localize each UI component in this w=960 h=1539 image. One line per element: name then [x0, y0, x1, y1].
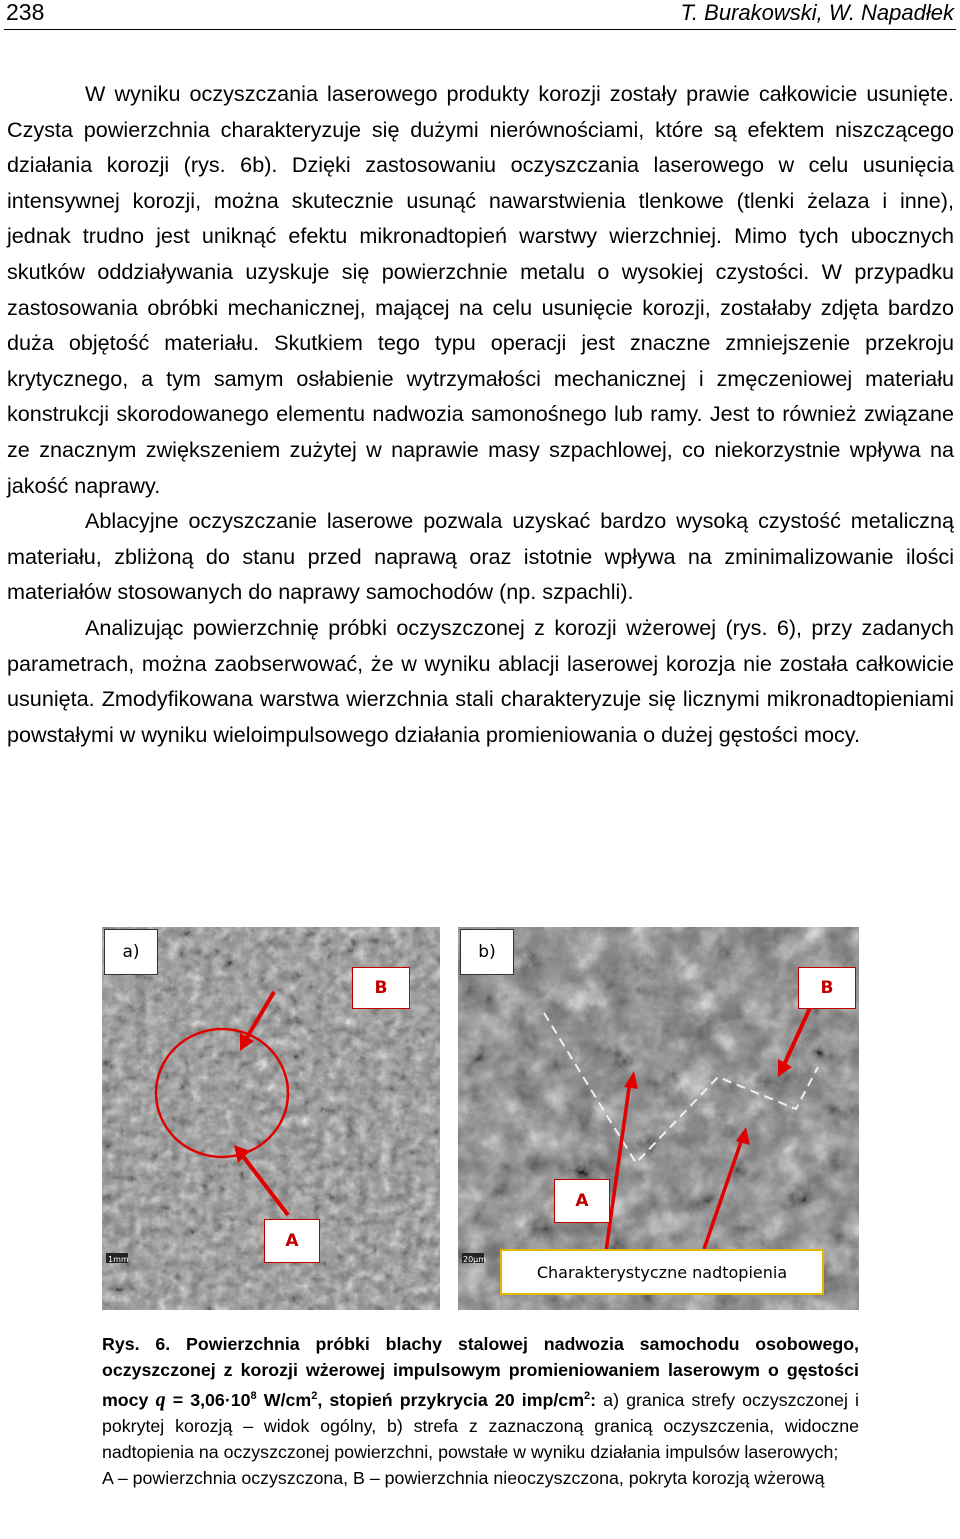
caption-coverage: , stopień przykrycia 20 imp/cm — [317, 1389, 585, 1410]
caption-colon: : — [590, 1389, 597, 1410]
marker-a-label-b: A — [554, 1179, 610, 1223]
caption-q-symbol: q — [155, 1388, 166, 1411]
figure-caption — [102, 1331, 859, 1491]
page-number: 238 — [6, 0, 45, 25]
paragraph-3: Analizując powierzchnię próbki oczyszczonej z korozji wżerowej (rys. 6), przy zadanych parametrach, można zaobserwować, że w wyniku ablacji laserowej korozja nie została całkowicie usunięta. Zmodyfikowana warstwa wierzchnia stali charakteryzuje się licznymi mikronadtopieniami powstałymi w wyniku wieloimpulsowego działania promieniowania o dużej gęstości mocy. — [7, 614, 954, 747]
panel-b-micrograph — [458, 927, 859, 1310]
caption-q-exp: 8 — [250, 1390, 257, 1402]
panel-a-label: a) — [104, 929, 158, 975]
panel-a-micrograph — [102, 927, 440, 1310]
running-authors: T. Burakowski, W. Napadłek — [680, 0, 954, 25]
caption-q-unit-exp: 2 — [311, 1390, 318, 1402]
caption-q-value: = 3,06·10 — [172, 1389, 251, 1410]
melt-annotation: Charakterystyczne nadtopienia — [500, 1249, 824, 1295]
header-rule — [4, 29, 956, 30]
caption-q-unit: W/cm — [263, 1389, 312, 1410]
figure-6 — [102, 927, 859, 1310]
marker-b-label: B — [352, 967, 410, 1009]
page-header — [0, 0, 960, 29]
caption-lead: Rys. 6. Powierzchnia próbki blachy stalowej nadwozia samochodu osobowego, oczyszczonej z korozji wżerowej impulsowym promieniowaniem laserowym o gęstości mocy — [102, 1334, 859, 1410]
marker-b-label-b: B — [798, 967, 856, 1009]
caption-legend: A – powierzchnia oczyszczona, B – powierzchnia nieoczyszczona, pokryta korozją wżerową — [102, 1467, 825, 1488]
marker-a-label: A — [264, 1219, 320, 1263]
caption-description: a) granica strefy oczyszczonej i pokrytej korozją – widok ogólny, b) strefa z zaznaczoną granicą oczyszczenia, widoczne nadtopienia na oczyszczonej powierzchni, powstałe w wyniku działania impulsów laserowych; — [102, 1389, 859, 1462]
scale-bar-b: 20μm — [463, 1255, 487, 1264]
scale-bar-a: 1mm — [108, 1255, 129, 1264]
paragraph-2: Ablacyjne oczyszczanie laserowe pozwala uzyskać bardzo wysoką czystość metaliczną materiału, zbliżoną do stanu przed naprawą oraz istotnie wpływa na zminimalizowanie ilości materiałów stosowanych do naprawy samochodów (np. szpachli). — [7, 508, 954, 605]
caption-coverage-exp: 2 — [584, 1390, 591, 1402]
body-text — [7, 76, 954, 752]
panel-b-label: b) — [460, 929, 514, 975]
paragraph-1: W wyniku oczyszczania laserowego produkty korozji zostały prawie całkowicie usunięte. Czysta powierzchnia charakteryzuje się dużymi nierównościami, które są efektem niszczącego działania korozji (rys. 6b). Dzięki zastosowaniu oczyszczania laserowego w celu usunięcia intensywnej korozji, można skutecznie usunąć nawarstwienia tlenkowe (tlenki żelaza i inne), jednak trudno jest uniknąć efektu mikronadtopień warstwy wierzchniej. Mimo tych ubocznych skutków oddziaływania uzyskuje się powierzchnie metalu o wysokiej czystości. W przypadku zastosowania obróbki mechanicznej, mającej na celu usunięcie korozji, zostałaby zdjęta bardzo duża objętość materiału. Skutkiem tego typu operacji jest znaczne zmniejszenie przekroju krytycznego, a tym samym osłabienie wytrzymałości mechanicznej i zmęczeniowej materiału konstrukcji skorodowanego elementu nadwozia samonośnego lub ramy. Jest to również związane ze znacznym zwiększeniem zużytej w naprawie masy szpachlowej, co niekorzystnie wpływa na jakość naprawy. — [7, 81, 954, 498]
